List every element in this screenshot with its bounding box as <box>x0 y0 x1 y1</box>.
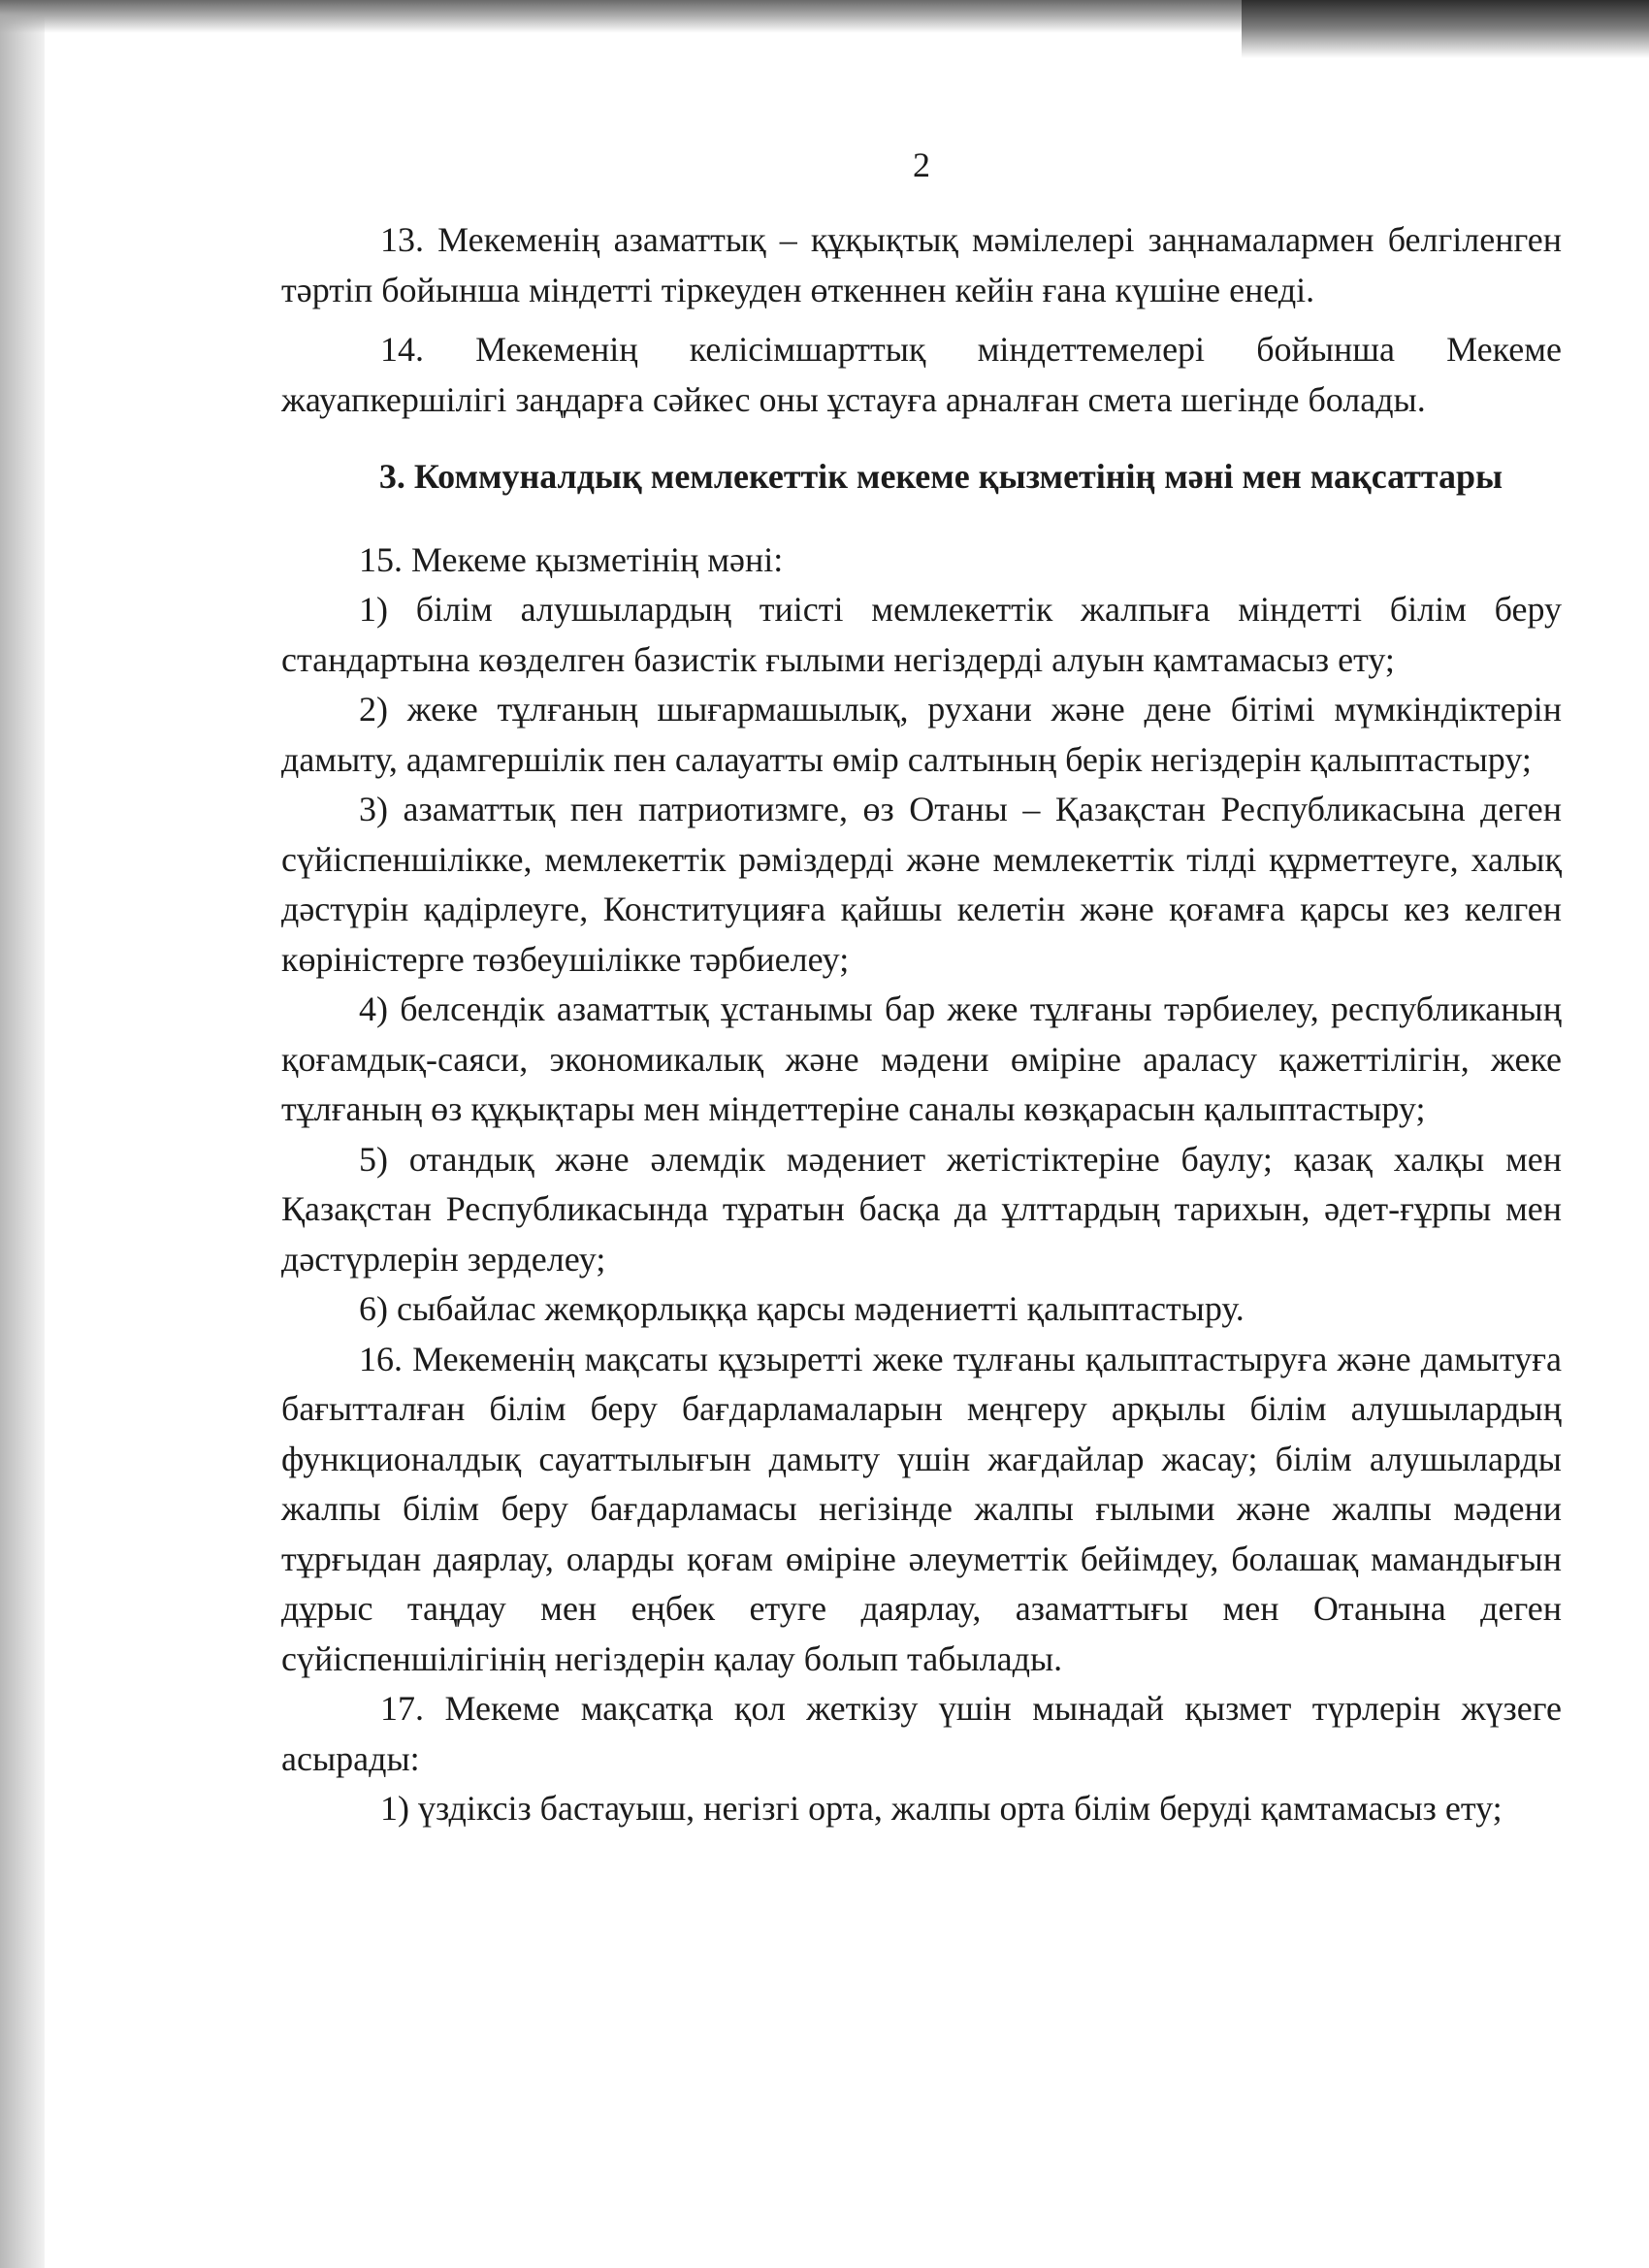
list-item-17-1: 1) үздіксіз бастауыш, негізгі орта, жалпы орта білім беруді қамтамасыз ету; <box>380 1789 1503 1828</box>
paragraph-17: 17. Мекеме мақсатқа қол жеткізу үшін мынадай қызмет түрлерін жүзеге асырады: <box>281 1689 1562 1778</box>
section-heading: 3. Коммуналдық мемлекеттік мекеме қызметінің мәні мен мақсаттары <box>378 457 1504 496</box>
list-item-15-5: 5) отандық және әлемдік мәдениет жетістіктеріне баулу; қазақ халқы мен Қазақстан Республикасында тұратын басқа да ұлттардың тарихын, әдет-ғұрпы мен дәстүрлерін зерделеу; <box>281 1139 1562 1279</box>
list-item-15-4: 4) белсендік азаматтық ұстанымы бар жеке тұлғаны тәрбиелеу, республиканың қоғамдық-саяси, экономикалық және мәдени өміріне араласу қажеттілігін, жеке тұлғаның өз құқықтары мен міндеттеріне саналы көзқарасын қалыптастыру; <box>281 989 1562 1128</box>
paragraph-13: 13. Мекеменің азаматтық – құқықтық мәмілелері заңнамалармен белгіленген тәртіп бойынша міндетті тіркеуден өткеннен кейін ғана күшіне енеді. <box>281 220 1562 309</box>
paragraph-15: 15. Мекеме қызметінің мәні: <box>359 539 784 579</box>
list-item-15-2: 2) жеке тұлғаның шығармашылық, рухани және дене бітімі мүмкіндіктерін дамыту, адамгершілік пен салауатты өмір салтының берік негіздерін қалыптастыру; <box>281 690 1562 779</box>
scan-edge-left <box>0 0 45 2268</box>
paragraph-14: 14. Мекеменің келісімшарттық міндеттемелері бойынша Мекеме жауапкершілігі заңдарға сәйкес оны ұстауға арналған смета шегінде болады. <box>281 330 1562 419</box>
paragraph-16: 16. Мекеменің мақсаты құзыретті жеке тұлғаны қалыптастыруға және дамытуға бағытталған білім беру бағдарламаларын меңгеру арқылы білім алушылардың функционалдық сауаттылығын дамыту үшін жағдайлар жасау; білім алушыларды жалпы білім беру бағдарламасы негізінде жалпы ғылыми және жалпы мәдени тұрғыдан даярлау, оларды қоғам өміріне әлеуметтік бейімдеу, болашақ мамандығын дұрыс таңдау мен еңбек етуге даярлау, азаматтығы мен Отанына деген сүйіспеншілігінің негіздерін қалау болып табылады. <box>281 1339 1562 1678</box>
document-body <box>281 215 1562 1834</box>
scan-shadow-top-right <box>1242 0 1649 58</box>
list-item-15-3: 3) азаматтық пен патриотизмге, өз Отаны – Қазақстан Республикасына деген сүйіспеншілікке, мемлекеттік рәміздерді және мемлекеттік тілді құрметтеуге, халық дәстүрін қадірлеуге, Конституцияға қайшы келетін және қоғамға қарсы кез келген көріністерге төзбеушілікке тәрбиелеу; <box>281 790 1562 979</box>
page-number: 2 <box>913 146 930 184</box>
list-item-15-1: 1) білім алушылардың тиісті мемлекеттік жалпыға міндетті білім беру стандартына көзделген базистік ғылыми негіздерді алуын қамтамасыз ету; <box>281 590 1562 679</box>
list-item-15-6: 6) сыбайлас жемқорлыққа қарсы мәдениетті қалыптастыру. <box>359 1289 1245 1328</box>
